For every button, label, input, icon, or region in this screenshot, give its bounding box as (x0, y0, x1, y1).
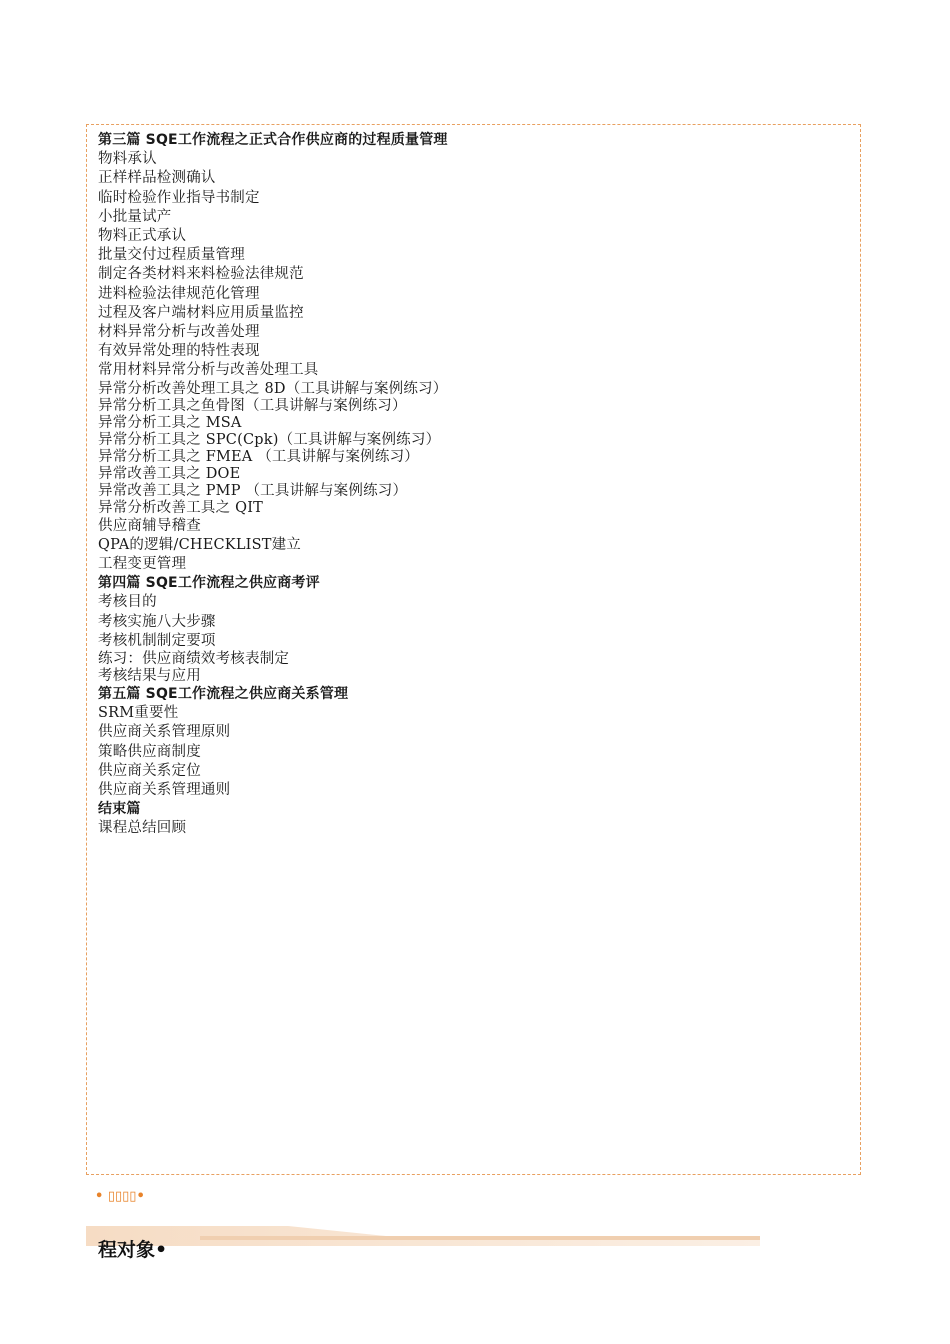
outline-item: 考核目的 (98, 594, 157, 611)
outline-item: 异常分析工具之 FMEA （工具讲解与案例练习） (98, 448, 419, 465)
section-heading: 第五篇 SQE工作流程之供应商关系管理 (98, 686, 349, 703)
outline-item: 练习：供应商绩效考核表制定 (98, 651, 290, 668)
outline-item: 小批量试产 (98, 208, 172, 225)
outline-item: 考核结果与应用 (98, 668, 201, 685)
course-outline (98, 131, 838, 839)
outline-item: 课程总结回顾 (98, 820, 187, 837)
outline-item: 常用材料异常分析与改善处理工具 (98, 362, 319, 379)
outline-item: 供应商关系管理通则 (98, 782, 231, 799)
outline-item: 供应商关系管理原则 (98, 724, 231, 741)
section-title: 程对象• (98, 1239, 168, 1261)
outline-item: 策略供应商制度 (98, 743, 201, 760)
outline-item: 异常分析工具之鱼骨图（工具讲解与案例练习） (98, 397, 407, 414)
outline-item: 异常分析工具之 MSA (98, 414, 242, 431)
outline-item: 有效异常处理的特性表现 (98, 343, 260, 360)
outline-item: 过程及客户端材料应用质量监控 (98, 304, 304, 321)
outline-item: QPA的逻辑/CHECKLIST建立 (98, 536, 301, 553)
outline-item: 异常分析改善处理工具之 8D（工具讲解与案例练习） (98, 380, 448, 397)
outline-item: 制定各类材料来料检验法律规范 (98, 266, 304, 283)
outline-item: 异常分析改善工具之 QIT (98, 499, 263, 516)
outline-item: 考核机制制定要项 (98, 632, 216, 649)
outline-item: SRM重要性 (98, 705, 179, 722)
outline-item: 考核实施八大步骤 (98, 613, 216, 630)
outline-item: 供应商辅导稽查 (98, 517, 201, 534)
section-heading: 第四篇 SQE工作流程之供应商考评 (98, 575, 320, 592)
decorative-line (200, 1236, 760, 1240)
outline-item: 正样样品检测确认 (98, 170, 216, 187)
outline-item: 物料承认 (98, 151, 157, 168)
outline-item: 批量交付过程质量管理 (98, 247, 245, 264)
outline-item: 供应商关系定位 (98, 762, 201, 779)
outline-item: 异常改善工具之 PMP （工具讲解与案例练习） (98, 482, 408, 499)
outline-item: 异常改善工具之 DOE (98, 465, 241, 482)
section-label: • ▯▯▯▯• (95, 1189, 145, 1204)
outline-item: 材料异常分析与改善处理 (98, 324, 260, 341)
outline-item: 异常分析工具之 SPC(Cpk)（工具讲解与案例练习） (98, 431, 441, 448)
outline-item: 临时检验作业指导书制定 (98, 189, 260, 206)
outline-item: 工程变更管理 (98, 556, 187, 573)
outline-item: 进料检验法律规范化管理 (98, 285, 260, 302)
section-heading: 结束篇 (98, 801, 141, 818)
outline-item: 物料正式承认 (98, 228, 187, 245)
section-heading: 第三篇 SQE工作流程之正式合作供应商的过程质量管理 (98, 132, 448, 148)
